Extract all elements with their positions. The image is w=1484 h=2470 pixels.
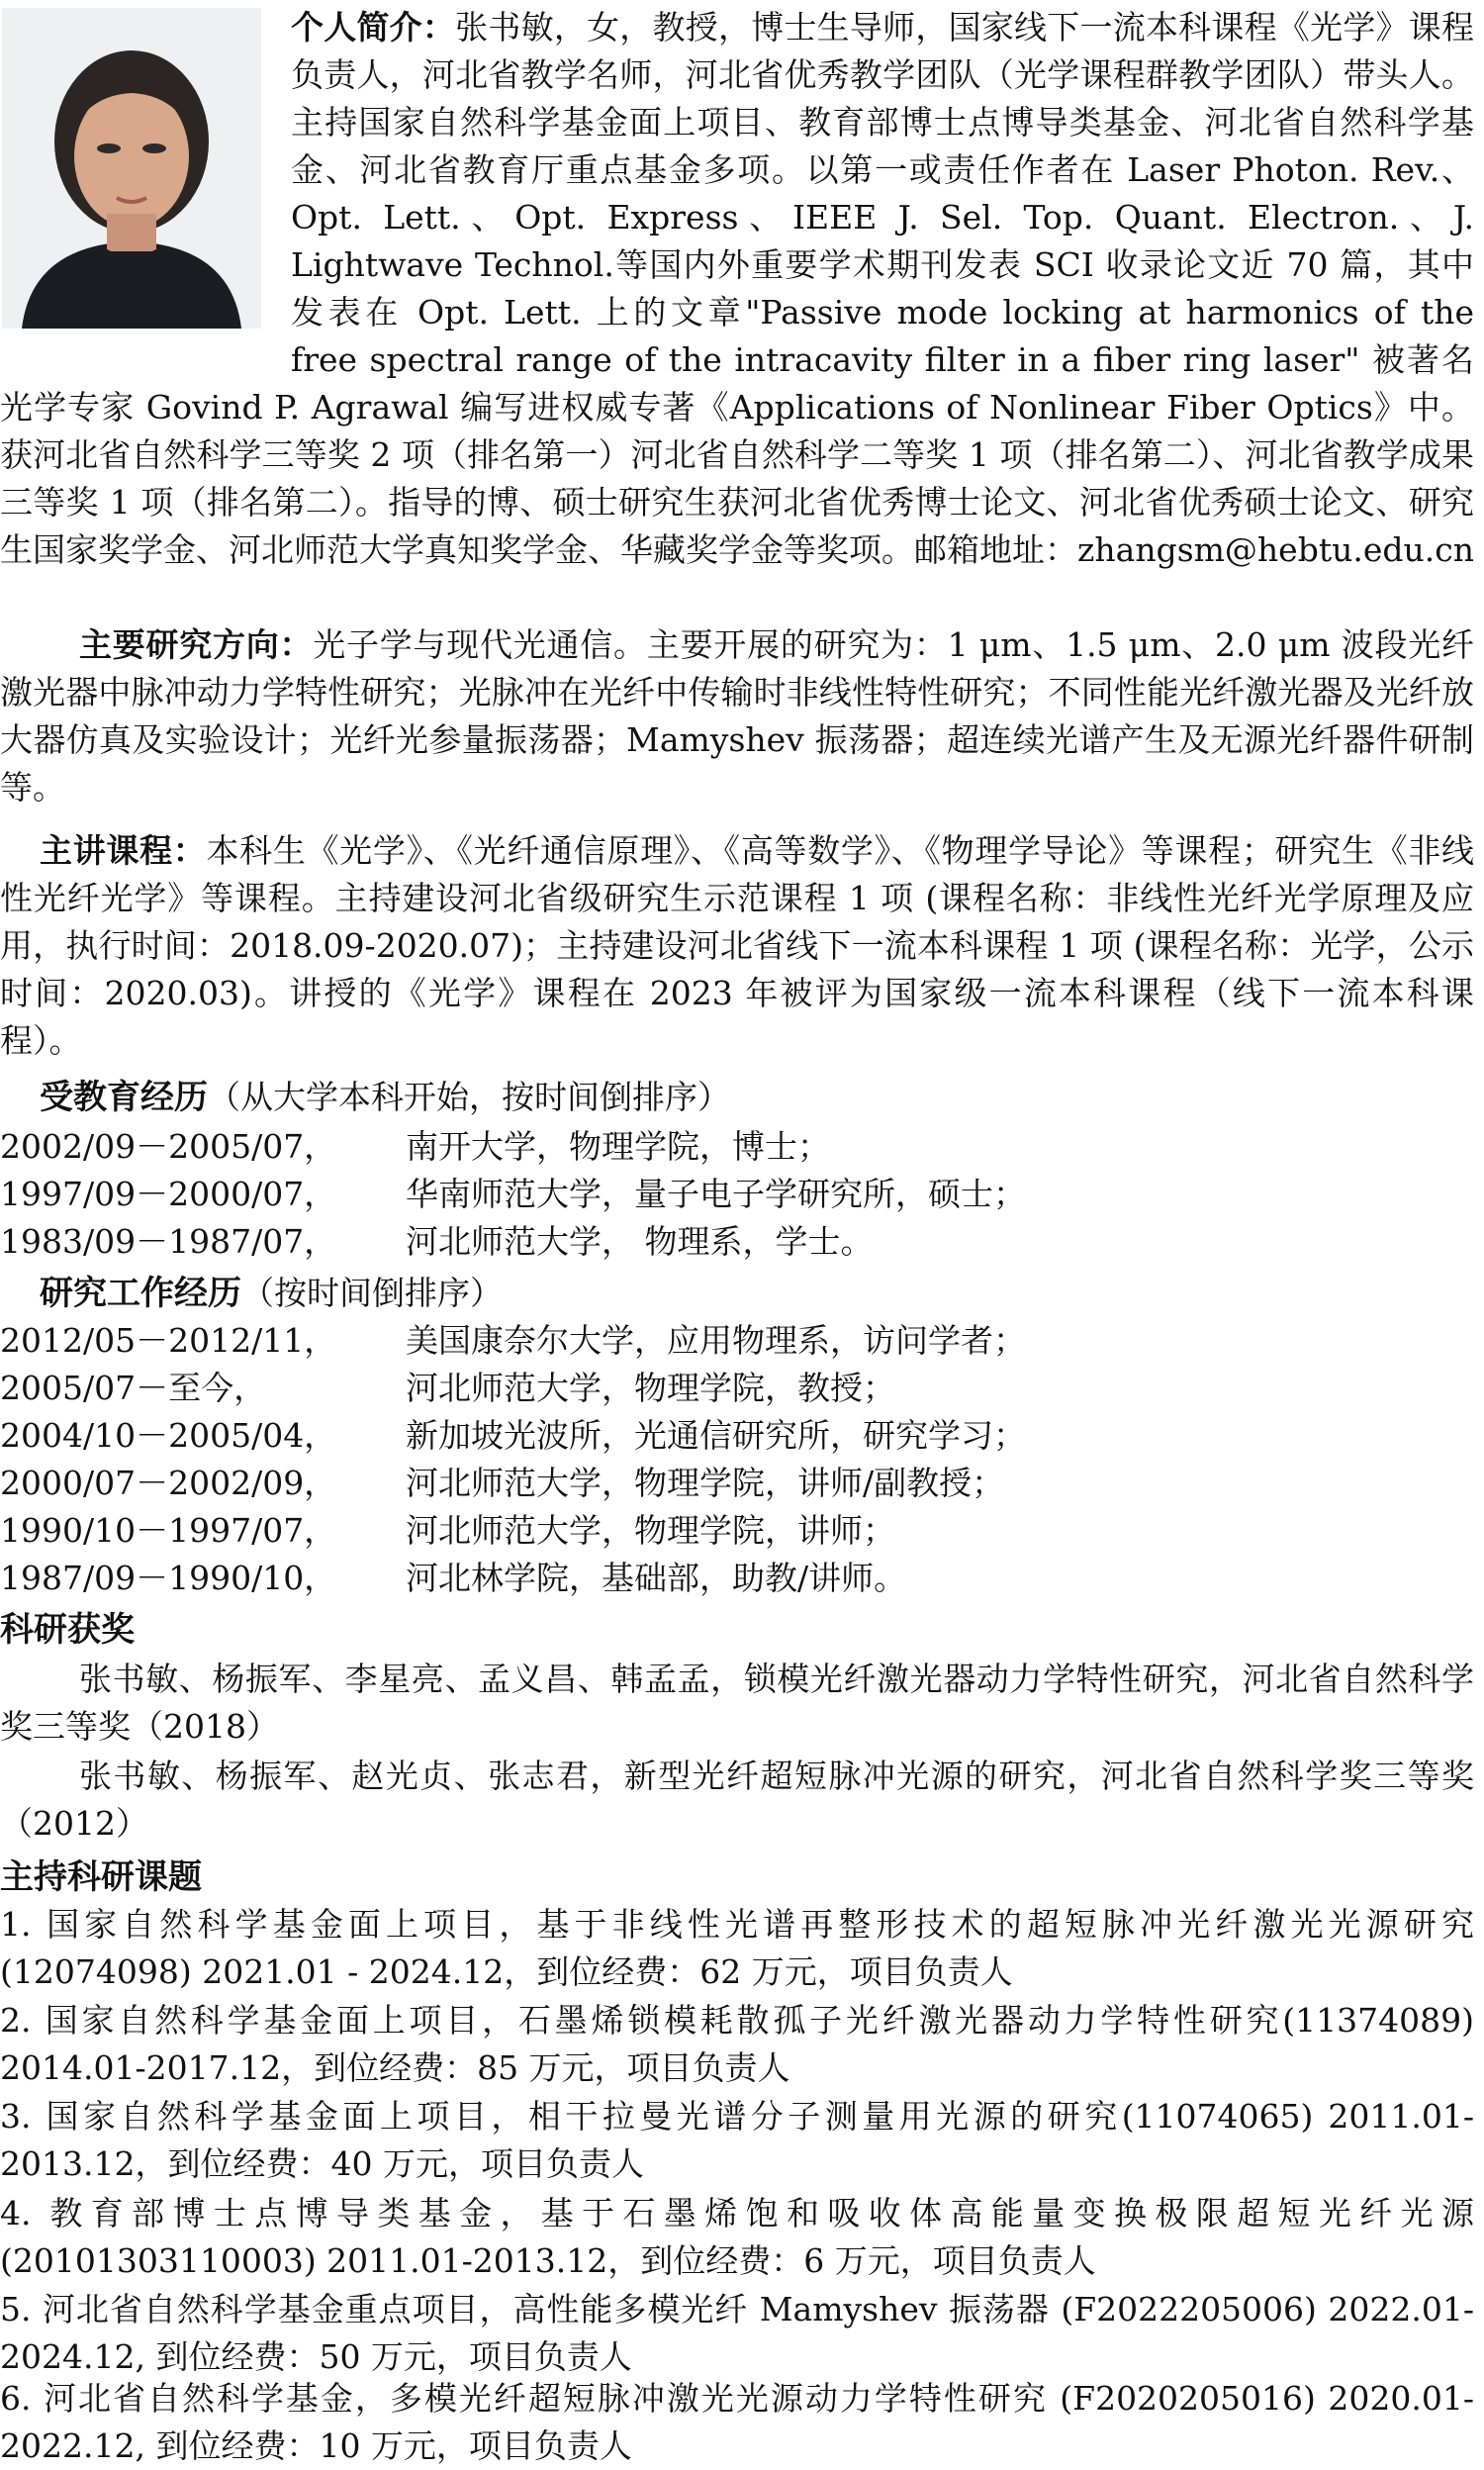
project-item-4: 4. 教育部博士点博导类基金，基于石墨烯饱和吸收体高能量变换极限超短光纤光源(20101303110003) 2011.01-2013.12，到位经费：6 万元，项目负责人 — [0, 2194, 1474, 2280]
project-item-1: 1. 国家自然科学基金面上项目，基于非线性光谱再整形技术的超短脉冲光纤激光光源研究 (12074098) 2021.01 - 2024.12，到位经费：62 万元，项目负责人 — [0, 1905, 1474, 1991]
education-heading — [0, 1074, 1474, 1121]
education-date: 2002/09－2005/07， — [0, 1127, 337, 1166]
education-desc: 华南师范大学，量子电子学研究所，硕士； — [406, 1175, 1026, 1213]
research-label: 主要研究方向： — [79, 625, 314, 664]
work-heading — [0, 1268, 1474, 1317]
work-desc: 河北师范大学，物理学院，讲师； — [406, 1511, 895, 1550]
project-item-2: 2. 国家自然科学基金面上项目，石墨烯锁模耗散孤子光纤激光器动力学特性研究(11374089) 2014.01-2017.12，到位经费：85 万元，项目负责人 — [0, 2001, 1474, 2087]
project-item-3: 3. 国家自然科学基金面上项目，相干拉曼光谱分子测量用光源的研究(11074065) 2011.01-2013.12，到位经费：40 万元，项目负责人 — [0, 2097, 1474, 2183]
awards-title: 科研获奖 — [0, 1610, 135, 1650]
courses-label: 主讲课程： — [40, 831, 207, 870]
profile-intro — [0, 4, 1474, 574]
work-date: 2004/10－2005/04， — [0, 1416, 337, 1455]
education-date: 1997/09－2000/07， — [0, 1175, 337, 1213]
research-section — [0, 621, 1474, 811]
research-text: 光子学与现代光通信。主要开展的研究为：1 μm、1.5 μm、2.0 μm 波段光纤激光器中脉冲动力学特性研究；光脉冲在光纤中传输时非线性特性研究；不同性能光纤激光器及光纤放大器仿真及实验设计；光纤光参量振荡器；Mamyshev 振荡器；超连续光谱产生及无源光纤器件研制等。 — [0, 625, 1475, 807]
work-date: 2000/07－2002/09， — [0, 1464, 337, 1502]
project-item-5: 5. 河北省自然科学基金重点项目，高性能多模光纤 Mamyshev 振荡器 (F2022205006) 2022.01-2024.12, 到位经费：50 万元，项目负责人 — [0, 2290, 1474, 2376]
education-title: 受教育经历 — [40, 1078, 208, 1117]
work-desc: 河北林学院，基础部，助教/讲师。 — [406, 1559, 907, 1597]
project-item-6: 6. 河北省自然科学基金，多模光纤超短脉冲激光光源动力学特性研究 (F2020205016) 2020.01-2022.12, 到位经费：10 万元，项目负责人 — [0, 2379, 1474, 2465]
work-desc: 河北师范大学，物理学院，讲师/副教授； — [406, 1464, 1005, 1502]
work-date: 1987/09－1990/10， — [0, 1559, 337, 1597]
work-desc: 新加坡光波所，光通信研究所，研究学习； — [406, 1416, 1026, 1455]
education-desc: 南开大学，物理学院，博士； — [406, 1127, 830, 1166]
work-desc: 河北师范大学，物理学院，教授； — [406, 1369, 895, 1407]
education-desc: 河北师范大学， 物理系，学士。 — [406, 1222, 874, 1261]
work-date: 2012/05－2012/11， — [0, 1321, 337, 1360]
work-note: （按时间倒排序） — [241, 1274, 503, 1312]
work-title: 研究工作经历 — [40, 1274, 241, 1313]
courses-text: 本科生《光学》、《光纤通信原理》、《高等数学》、《物理学导论》等课程；研究生《非线性光纤光学》等课程。主持建设河北省级研究生示范课程 1 项 (课程名称：非线性光纤光学原理及应用，执行时间：2018.09-2020.07)；主持建设河北省线下一流本科课程 1 项 (课程名称：光学，公示时间：2020.03)。讲授的《光学》课程在 2023 年被评为国家级一流本科课程（线下一流本科课程）。 — [0, 831, 1475, 1060]
work-date: 1990/10－1997/07， — [0, 1511, 337, 1550]
award-item-1: 张书敏、杨振军、李星亮、孟义昌、韩孟孟，锁模光纤激光器动力学特性研究，河北省自然科学奖三等奖（2018） — [0, 1660, 1474, 1746]
education-date: 1983/09－1987/07， — [0, 1222, 337, 1261]
work-date: 2005/07－至今， — [0, 1369, 267, 1407]
work-desc: 美国康奈尔大学，应用物理系，访问学者； — [406, 1321, 1026, 1360]
courses-section — [0, 827, 1474, 1065]
education-note: （从大学本科开始，按时间倒排序） — [208, 1078, 730, 1116]
intro-text: 张书敏，女，教授，博士生导师，国家线下一流本科课程《光学》课程负责人，河北省教学名师，河北省优秀教学团队（光学课程群教学团队）带头人。主持国家自然科学基金面上项目、教育部博士点博导类基金、河北省自然科学基金、河北省教育厅重点基金多项。以第一或责任作者在 Laser Photon. Rev.、Opt. Lett.、Opt. Express、IEEE J. Sel. Top. Quant. Electron.、J. Lightwave Technol.等国内外重要学术期刊发表 SCI 收录论文近 70 篇，其中发表在 Opt. Lett. 上的文章"Passive mode locking at harmonics of the free spectral range of the intracavity filter in a fiber ring laser" 被著名光学专家 Govind P. Agrawal 编写进权威专著《Applications of Nonlinear Fiber Optics》中。获河北省自然科学三等奖 2 项（排名第一）河北省自然科学二等奖 1 项（排名第二）、河北省教学成果三等奖 1 项（排名第二）。指导的博、硕士研究生获河北省优秀博士论文、河北省优秀硕士论文、研究生国家奖学金、河北师范大学真知奖学金、华藏奖学金等奖项。邮箱地址：zhangsm@hebtu.edu.cn — [0, 8, 1475, 569]
intro-label: 个人简介： — [291, 8, 456, 47]
projects-title: 主持科研课题 — [0, 1857, 202, 1897]
award-item-2: 张书敏、杨振军、赵光贞、张志君，新型光纤超短脉冲光源的研究，河北省自然科学奖三等奖（2012） — [0, 1757, 1474, 1843]
